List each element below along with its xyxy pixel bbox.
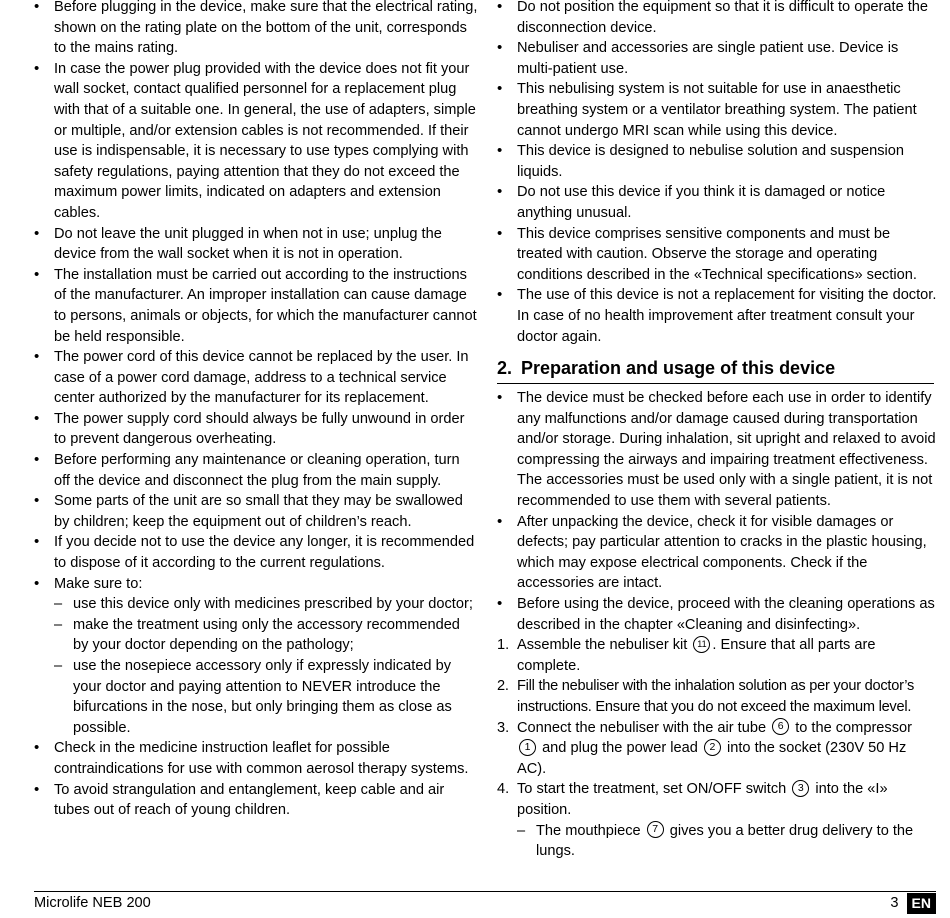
list-item: • Before performing any maintenance or cleaning operation, turn off the device and disconnect the plug from the main supply.	[34, 450, 478, 491]
language-badge: EN	[907, 893, 936, 914]
left-column	[34, 0, 478, 821]
step-text: Assemble the nebuliser kit	[517, 637, 688, 654]
step-text: gives you a better drug delivery to the lungs.	[536, 822, 914, 860]
sublist-item: – use this device only with medicines prescribed by your doctor;	[54, 594, 478, 615]
part-ref-badge: 1	[519, 739, 536, 756]
footer-page-info	[890, 893, 936, 914]
part-ref-badge: 11	[693, 636, 710, 653]
footer-divider	[34, 891, 936, 892]
list-item: • Before using the device, proceed with the cleaning operations as described in the chapter «Cleaning and disinfecting».	[497, 594, 937, 635]
list-item: • Nebuliser and accessories are single patient use. Device is multi-patient use.	[497, 38, 937, 79]
list-item: • This device comprises sensitive components and must be treated with caution. Observe the storage and operating conditions described in the «Technical specifications» section.	[497, 224, 937, 286]
step-number: 2.	[497, 678, 509, 695]
list-item: • If you decide not to use the device any longer, it is recommended to dispose of it according to the current regulations.	[34, 532, 478, 573]
step-text: Connect the nebuliser with the air tube	[517, 719, 767, 736]
footer-product-name: Microlife NEB 200	[34, 895, 151, 911]
list-item: • This nebulising system is not suitable for use in anaesthetic breathing system or a ventilator breathing system. The patient cannot undergo MRI scan while using this device.	[497, 79, 937, 141]
make-sure-intro: Make sure to:	[54, 575, 143, 592]
list-item: • This device is designed to nebulise solution and suspension liquids.	[497, 141, 937, 182]
part-ref-badge: 3	[792, 780, 809, 797]
part-ref-badge: 7	[647, 821, 664, 838]
list-item: • Before plugging in the device, make sure that the electrical rating, shown on the rating plate on the bottom of the unit, corresponds to the mains rating.	[34, 0, 478, 59]
step-item	[497, 676, 937, 717]
step-text: The mouthpiece	[536, 822, 641, 839]
list-item: • Check in the medicine instruction leaflet for possible contraindications for use with common aerosol therapy systems.	[34, 738, 478, 779]
step-text: Fill the nebuliser with the inhalation solution as per your doctor’s instructions. Ensure that you do not exceed the maximum level.	[517, 678, 914, 715]
part-ref-badge: 2	[704, 739, 721, 756]
list-item: • The power cord of this device cannot be replaced by the user. In case of a power cord damage, address to a technical service center authorized by the manufacturer for its replacement.	[34, 347, 478, 409]
step-item	[497, 635, 937, 676]
sublist-item	[517, 821, 937, 862]
list-item: • In case the power plug provided with the device does not fit your wall socket, contact qualified personnel for a replacement plug with that of a suitable one. In general, the use of adapters, simple or multiple, and/or extension cables is not recommended. If their use is indispensable, it is necessary to use types complying with safety regulations, paying attention that they do not exceed the maximum power limits, indicated on adapters and extension cables.	[34, 59, 478, 224]
list-item: • Do not use this device if you think it is damaged or notice anything unusual.	[497, 182, 937, 223]
section-number: 2.	[497, 358, 513, 379]
list-item: • The power supply cord should always be fully unwound in order to prevent dangerous overheating.	[34, 409, 478, 450]
sublist-item: – make the treatment using only the accessory recommended by your doctor depending on the pathology;	[54, 615, 478, 656]
step-item	[497, 718, 937, 780]
step-text: into the socket (230V 50 Hz AC).	[517, 740, 907, 777]
usage-steps	[497, 635, 937, 862]
step-text: To start the treatment, set ON/OFF switch	[517, 781, 787, 798]
page-number: 3	[890, 895, 899, 912]
step-number: 4.	[497, 781, 510, 798]
step-text: to the compressor	[795, 719, 912, 736]
section-title: Preparation and usage of this device	[521, 358, 836, 379]
list-item: • To avoid strangulation and entanglement, keep cable and air tubes out of reach of young children.	[34, 780, 478, 821]
list-item: • The use of this device is not a replacement for visiting the doctor. In case of no health improvement after treatment consult your doctor again.	[497, 285, 937, 347]
sublist-item: – use the nosepiece accessory only if expressly indicated by your doctor and paying attention to NEVER introduce the bifurcations in the nose, but only bringing them as close as possible.	[54, 656, 478, 738]
step-number: 1.	[497, 637, 510, 654]
step-text: and plug the power lead	[542, 740, 698, 757]
step-number: 3.	[497, 719, 510, 736]
list-item: • Some parts of the unit are so small that they may be swallowed by children; keep the equipment out of children’s reach.	[34, 491, 478, 532]
step-text: . Ensure that all parts are complete.	[517, 637, 876, 674]
make-sure-item	[34, 574, 478, 739]
preparation-list	[497, 388, 937, 635]
safety-list-b	[497, 0, 937, 347]
list-item: • The device must be checked before each use in order to identify any malfunctions and/or damage caused during transportation and/or storage. During inhalation, sit upright and relaxed to avoid compressing the airways and impairing treatment effectiveness. The accessories must be used only with a single patient, it is not recommended to use them with several patients.	[497, 388, 937, 512]
step-item	[497, 779, 937, 861]
right-column	[497, 0, 937, 862]
list-item: • The installation must be carried out according to the instructions of the manufacturer. An improper installation can cause damage to persons, animals or objects, for which the manufacturer cannot be held responsible.	[34, 265, 478, 347]
part-ref-badge: 6	[772, 718, 789, 735]
safety-list-a	[34, 0, 478, 821]
step-sublist	[517, 821, 937, 862]
step-text: into the «I» position.	[517, 781, 888, 818]
list-item: • Do not position the equipment so that it is difficult to operate the disconnection device.	[497, 0, 937, 38]
section-heading	[497, 355, 934, 384]
list-item: • After unpacking the device, check it for visible damages or defects; pay particular attention to cracks in the plastic housing, which may expose electrical components. Check if the accessories are intact.	[497, 512, 937, 594]
list-item: • Do not leave the unit plugged in when not in use; unplug the device from the wall socket when it is not in operation.	[34, 224, 478, 265]
make-sure-sublist	[54, 594, 478, 738]
